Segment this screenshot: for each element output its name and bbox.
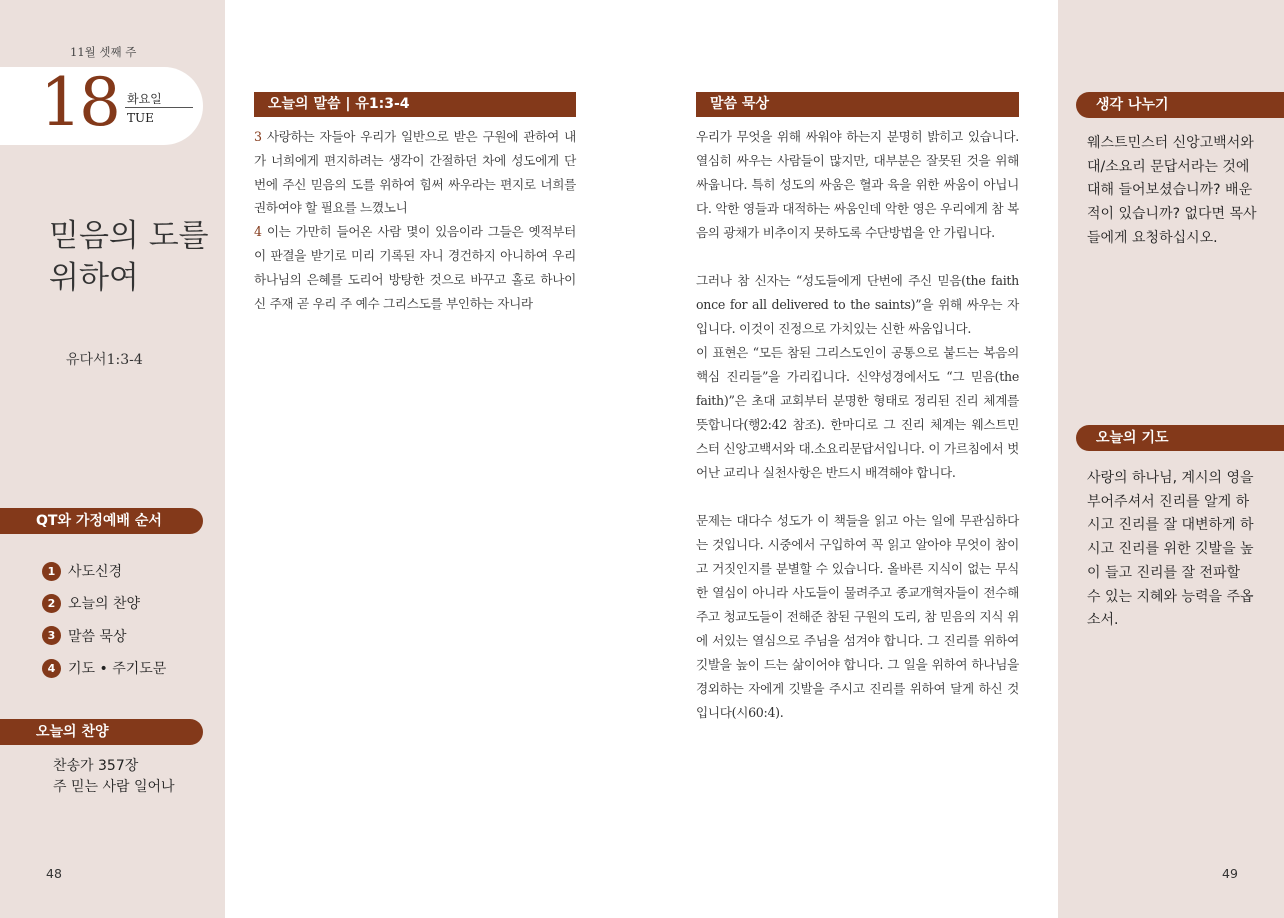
order-item: [42, 587, 166, 619]
page-number-left: 48: [46, 866, 62, 881]
order-item-label: 사도신경: [68, 564, 123, 581]
verse: [254, 125, 576, 220]
weekday-divider: [125, 107, 193, 108]
order-item-label: 오늘의 찬양: [68, 596, 141, 613]
scripture-heading: 오늘의 말씀 | 유1:3-4: [254, 92, 576, 117]
share-text: 웨스트민스터 신앙고백서와 대/소요리 문답서라는 것에 대해 들어보셨습니까? 배운 적이 있습니까? 없다면 목사들에게 요청하십시오.: [1087, 135, 1257, 246]
page-number-right: 49: [1222, 866, 1238, 881]
meditation-heading: 말씀 묵상: [696, 92, 1019, 117]
scripture-text: [254, 125, 576, 315]
hymn-heading: 오늘의 찬양: [0, 719, 203, 745]
share-heading: 생각 나누기: [1076, 92, 1284, 118]
weekday-english: TUE: [127, 111, 154, 125]
order-list: [42, 555, 166, 684]
verse: [254, 220, 576, 315]
number-badge: 2: [42, 594, 61, 613]
scripture-reference: 유다서1:3-4: [66, 352, 143, 368]
order-heading: QT와 가정예배 순서: [0, 508, 203, 534]
meditation-paragraph: 이 표현은 “모든 참된 그리스도인이 공통으로 붙드는 복음의 핵심 진리들”을 가리킵니다. 신약성경에서도 “그 믿음(the faith)”은 초대 교회부터 분명한 형태로 정리된 진리 체계를 뜻합니다(행2:42 참조). 한마디로 그 진리 체계는 웨스트민스터 신앙고백서와 대.소요리문답서입니다. 이 가르침에서 벗어난 교리나 실천사항은 반드시 배격해야 합니다.: [696, 345, 1019, 480]
number-badge: 3: [42, 626, 61, 645]
meditation-text: [696, 125, 1019, 725]
order-item: [42, 555, 166, 587]
week-label: 11월 셋째 주: [70, 45, 137, 59]
meditation-paragraph: 문제는 대다수 성도가 이 책들을 읽고 아는 일에 무관심하다는 것입니다. 시중에서 구입하여 꼭 읽고 알아야 무엇이 참이고 거짓인지를 분별할 수 있습니다. 올바른 지식이 없는 무식한 열심이 아니라 사도들이 물려주고 종교개혁자들이 전수해 주고 청교도들이 전해준 참된 구원의 도리, 참 믿음의 지식 위에 서있는 열심으로 주님을 섬겨야 합니다. 그 진리를 위하여 깃발을 높이 드는 삶이어야 합니다. 그 일을 위하여 하나님을 경외하는 자에게 깃발을 주시고 진리를 위하여 달게 하신 것입니다(시60:4).: [696, 513, 1019, 720]
weekday-korean: 화요일: [127, 92, 162, 106]
verse-number: 3: [254, 129, 262, 144]
verse-number: 4: [254, 224, 262, 240]
number-badge: 4: [42, 659, 61, 678]
hymn-info: [53, 756, 175, 798]
meditation-paragraph: 그러나 참 신자는 “성도들에게 단번에 주신 믿음(the faith once for all delivered to the saints)”을 위해 싸우는 자입니다. 이것이 진정으로 가치있는 신한 싸움입니다.: [696, 273, 1019, 336]
day-number: 18: [40, 64, 118, 141]
number-badge: 1: [42, 562, 61, 581]
title-line-1: 믿음의 도를: [49, 218, 209, 254]
hymn-title: 주 믿는 사람 일어나: [53, 779, 175, 795]
title-line-2: 위하여: [49, 260, 139, 296]
order-item-label: 말씀 묵상: [68, 628, 127, 645]
order-item-label: 기도 • 주기도문: [68, 661, 167, 678]
meditation-paragraph: 우리가 무엇을 위해 싸워야 하는지 분명히 밝히고 있습니다. 열심히 싸우는 사람들이 많지만, 대부분은 잘못된 것을 위해 싸웁니다. 특히 성도의 싸움은 혈과 육을 위한 싸움이 아닙니다. 악한 영들과 대적하는 싸움인데 악한 영은 우리에게 참 복음의 광채가 비추이지 못하도록 수단방법을 안 가립니다.: [696, 129, 1019, 240]
order-item: [42, 652, 166, 684]
prayer-text: 사랑의 하나님, 계시의 영을 부어주셔서 진리를 알게 하시고 진리를 잘 대변하게 하시고 진리를 위한 깃발을 높이 들고 진리를 잘 전파할 수 있는 지혜와 능력을 주옵소서.: [1087, 470, 1254, 629]
page-title: [49, 215, 209, 299]
prayer-heading: 오늘의 기도: [1076, 425, 1284, 451]
order-item: [42, 620, 166, 652]
hymn-number: 찬송가 357장: [53, 758, 139, 774]
verse-text: 이는 가만히 들어온 사람 몇이 있음이라 그들은 옛적부터 이 판결을 받기로 미리 기록된 자니 경건하지 아니하여 우리 하나님의 은혜를 도리어 방탕한 것으로 바꾸고 홀로 하나이신 주재 곧 우리 주 예수 그리스도를 부인하는 자니라: [254, 224, 576, 311]
verse-text: 사랑하는 자들아 우리가 일반으로 받은 구원에 관하여 내가 너희에게 편지하려는 생각이 간절하던 차에 성도에게 단번에 주신 믿음의 도를 위하여 힘써 싸우라는 편지로 너희를 권하여야 할 필요를 느꼈노니: [254, 129, 576, 216]
